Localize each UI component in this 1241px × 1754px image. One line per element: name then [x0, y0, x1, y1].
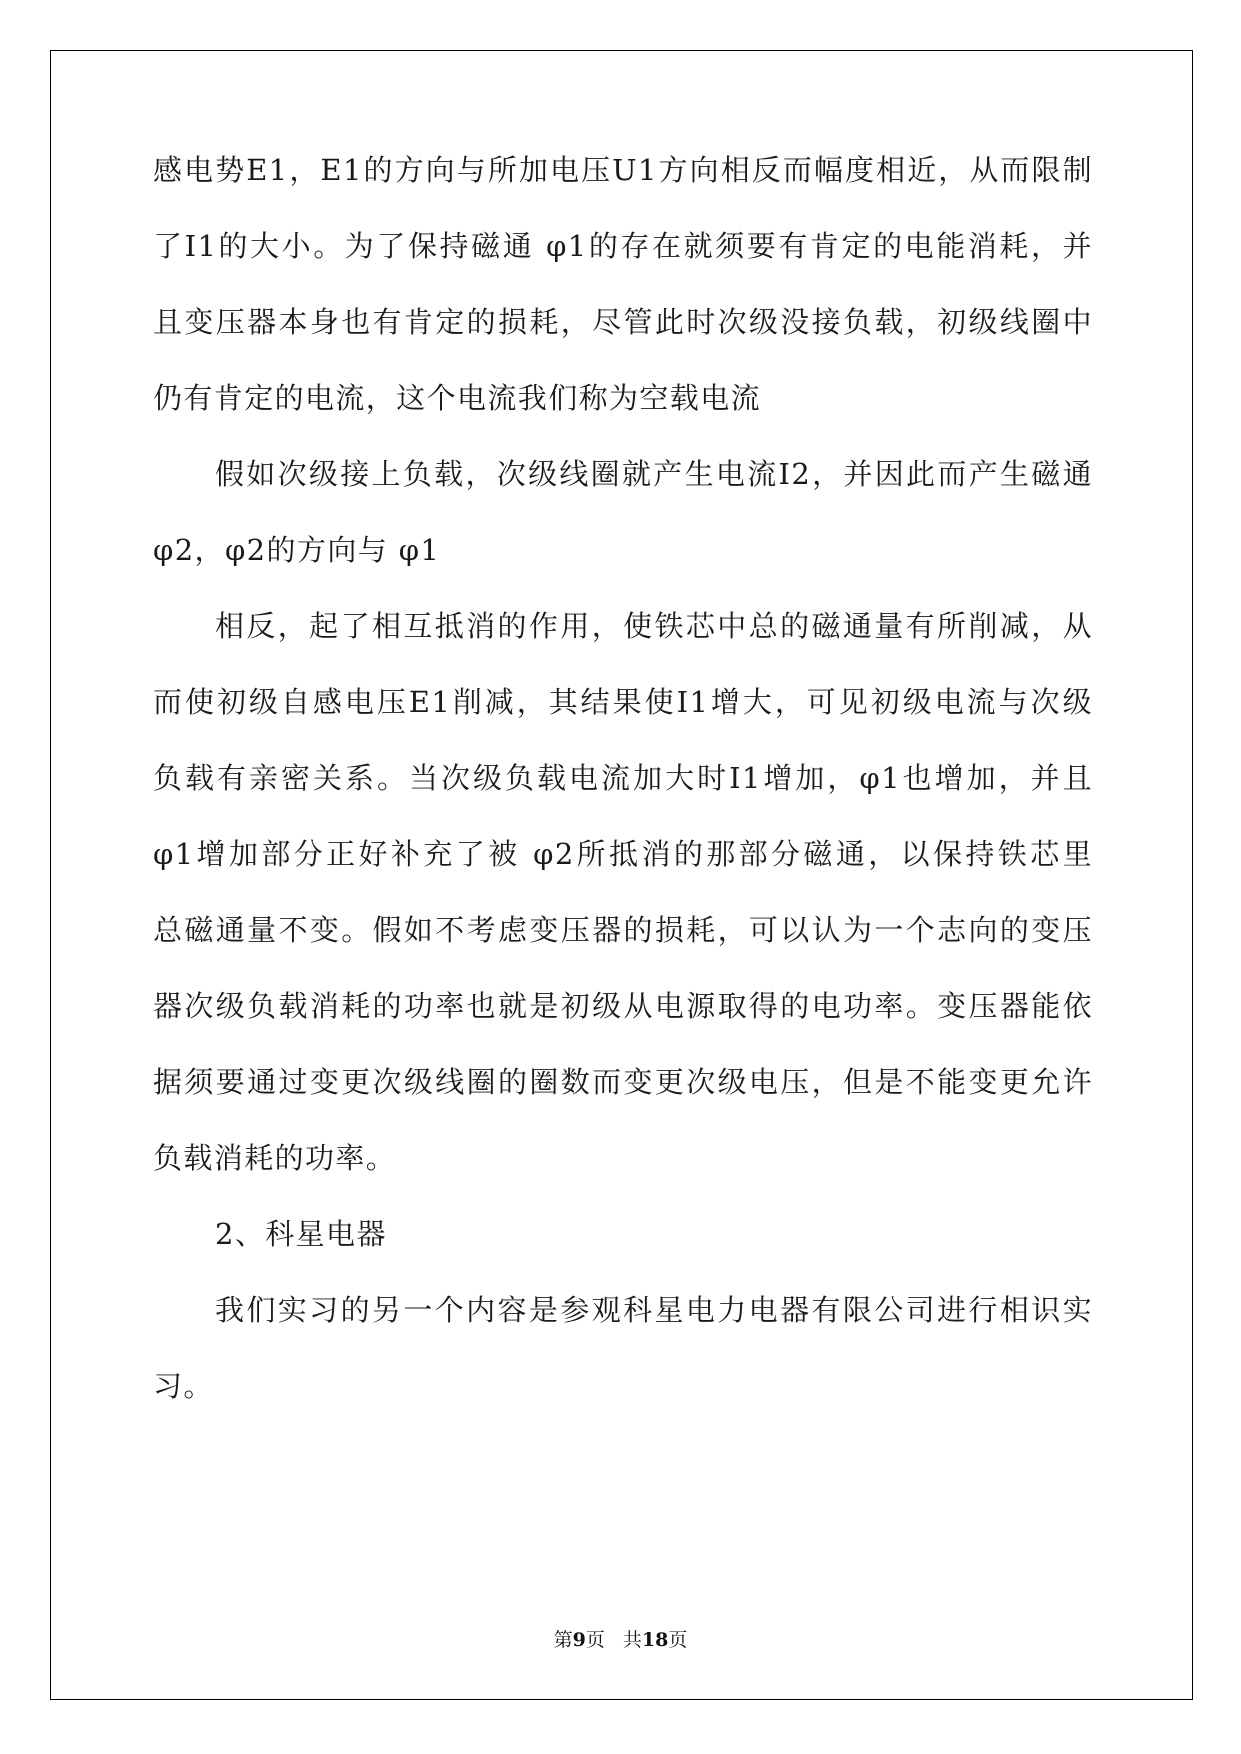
- footer-page-number: 9: [572, 1629, 586, 1651]
- footer-total-prefix: 共: [622, 1629, 642, 1651]
- body-line-7: 相反，起了相互抵消的作用，使铁芯中总的磁通量有所削减，从: [215, 609, 1093, 643]
- body-line-8: 而使初级自感电压E1削减，其结果使I1增大，可见初级电流与次级: [153, 685, 1093, 719]
- body-line-5: 假如次级接上负载，次级线圈就产生电流I2，并因此而产生磁通: [215, 457, 1093, 491]
- body-line-14: 负载消耗的功率。: [153, 1141, 397, 1175]
- body-line-9: 负载有亲密关系。当次级负载电流加大时I1增加，φ1也增加，并且: [153, 761, 1093, 795]
- footer-page-unit: 页: [585, 1629, 605, 1651]
- page-footer: [0, 1625, 1241, 1652]
- body-line-12: 器次级负载消耗的功率也就是初级从电源取得的电功率。变压器能依: [153, 989, 1093, 1023]
- page-border: [50, 50, 1193, 1700]
- body-line-17: 习。: [153, 1369, 214, 1403]
- body-line-1: 感电势E1，E1的方向与所加电压U1方向相反而幅度相近，从而限制: [153, 153, 1093, 187]
- body-line-3: 且变压器本身也有肯定的损耗，尽管此时次级没接负载，初级线圈中: [153, 305, 1093, 339]
- body-line-11: 总磁通量不变。假如不考虑变压器的损耗，可以认为一个志向的变压: [153, 913, 1093, 947]
- footer-total-pages: 18: [641, 1629, 669, 1651]
- footer-total-unit: 页: [668, 1629, 688, 1651]
- body-line-6: φ2，φ2的方向与 φ1: [153, 533, 441, 567]
- body-line-16: 我们实习的另一个内容是参观科星电力电器有限公司进行相识实: [215, 1293, 1093, 1327]
- footer-prefix: 第: [553, 1629, 573, 1651]
- body-line-13: 据须要通过变更次级线圈的圈数而变更次级电压，但是不能变更允许: [153, 1065, 1093, 1099]
- body-line-10: φ1增加部分正好补充了被 φ2所抵消的那部分磁通，以保持铁芯里: [153, 837, 1093, 871]
- section-heading: 2、科星电器: [215, 1217, 387, 1251]
- body-line-4: 仍有肯定的电流，这个电流我们称为空载电流: [153, 381, 762, 415]
- body-line-2: 了I1的大小。为了保持磁通 φ1的存在就须要有肯定的电能消耗，并: [153, 229, 1093, 263]
